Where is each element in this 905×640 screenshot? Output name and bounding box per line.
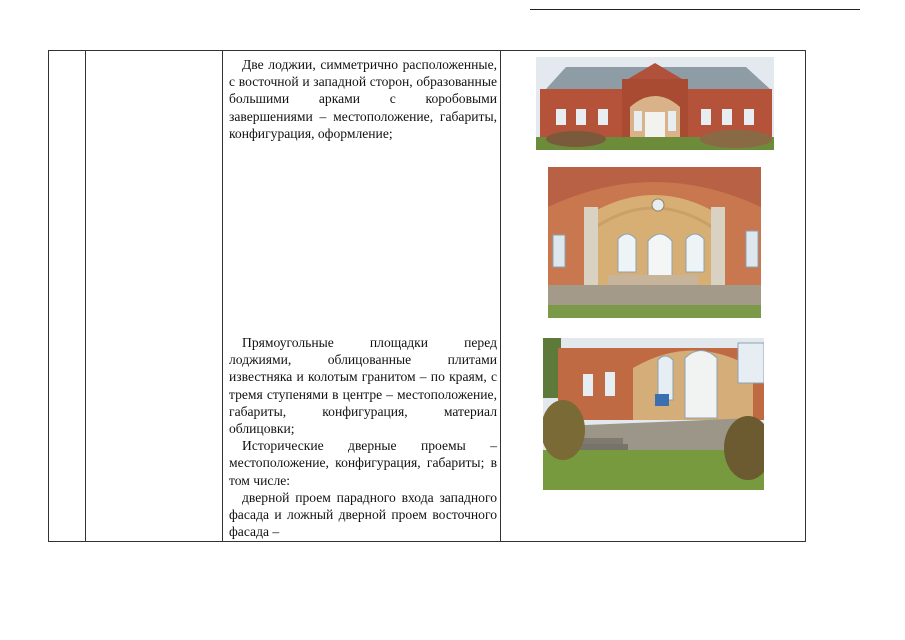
loggia-arch-photo [548, 167, 761, 318]
paragraph-loggias: Две лоджии, симметрично расположенные, с восточной и западной сторон, образованные большими арками с коробовыми завершениями – местоположение, габариты, конфигурация, оформление; [229, 57, 497, 141]
paragraph-platforms: Прямоугольные площадки перед лоджиями, облицованные плитами известняка и колотым гранитом – по краям, с тремя ступенями в центре – местоположение, габариты, конфигурация, материал облицовки; [229, 335, 497, 437]
paragraph-doorways: Исторические дверные проемы – местоположение, конфигурация, габариты; в том числе: [229, 438, 497, 488]
table-bottom-border [48, 541, 806, 542]
paragraph-main-entrance: дверной проем парадного входа западного фасада и ложный дверной проем восточного фасада – [229, 489, 497, 540]
loggia-platform-photo [543, 338, 764, 490]
house-facade-photo [536, 57, 774, 150]
text-block-platforms [229, 334, 497, 540]
column-divider-1 [85, 50, 86, 542]
column-divider-2 [222, 50, 223, 542]
table-top-border [48, 50, 806, 51]
text-block-loggias [229, 56, 497, 142]
table-right-border [805, 50, 806, 542]
column-divider-3 [500, 50, 501, 542]
table-left-border [48, 50, 49, 542]
header-rule [530, 9, 860, 10]
